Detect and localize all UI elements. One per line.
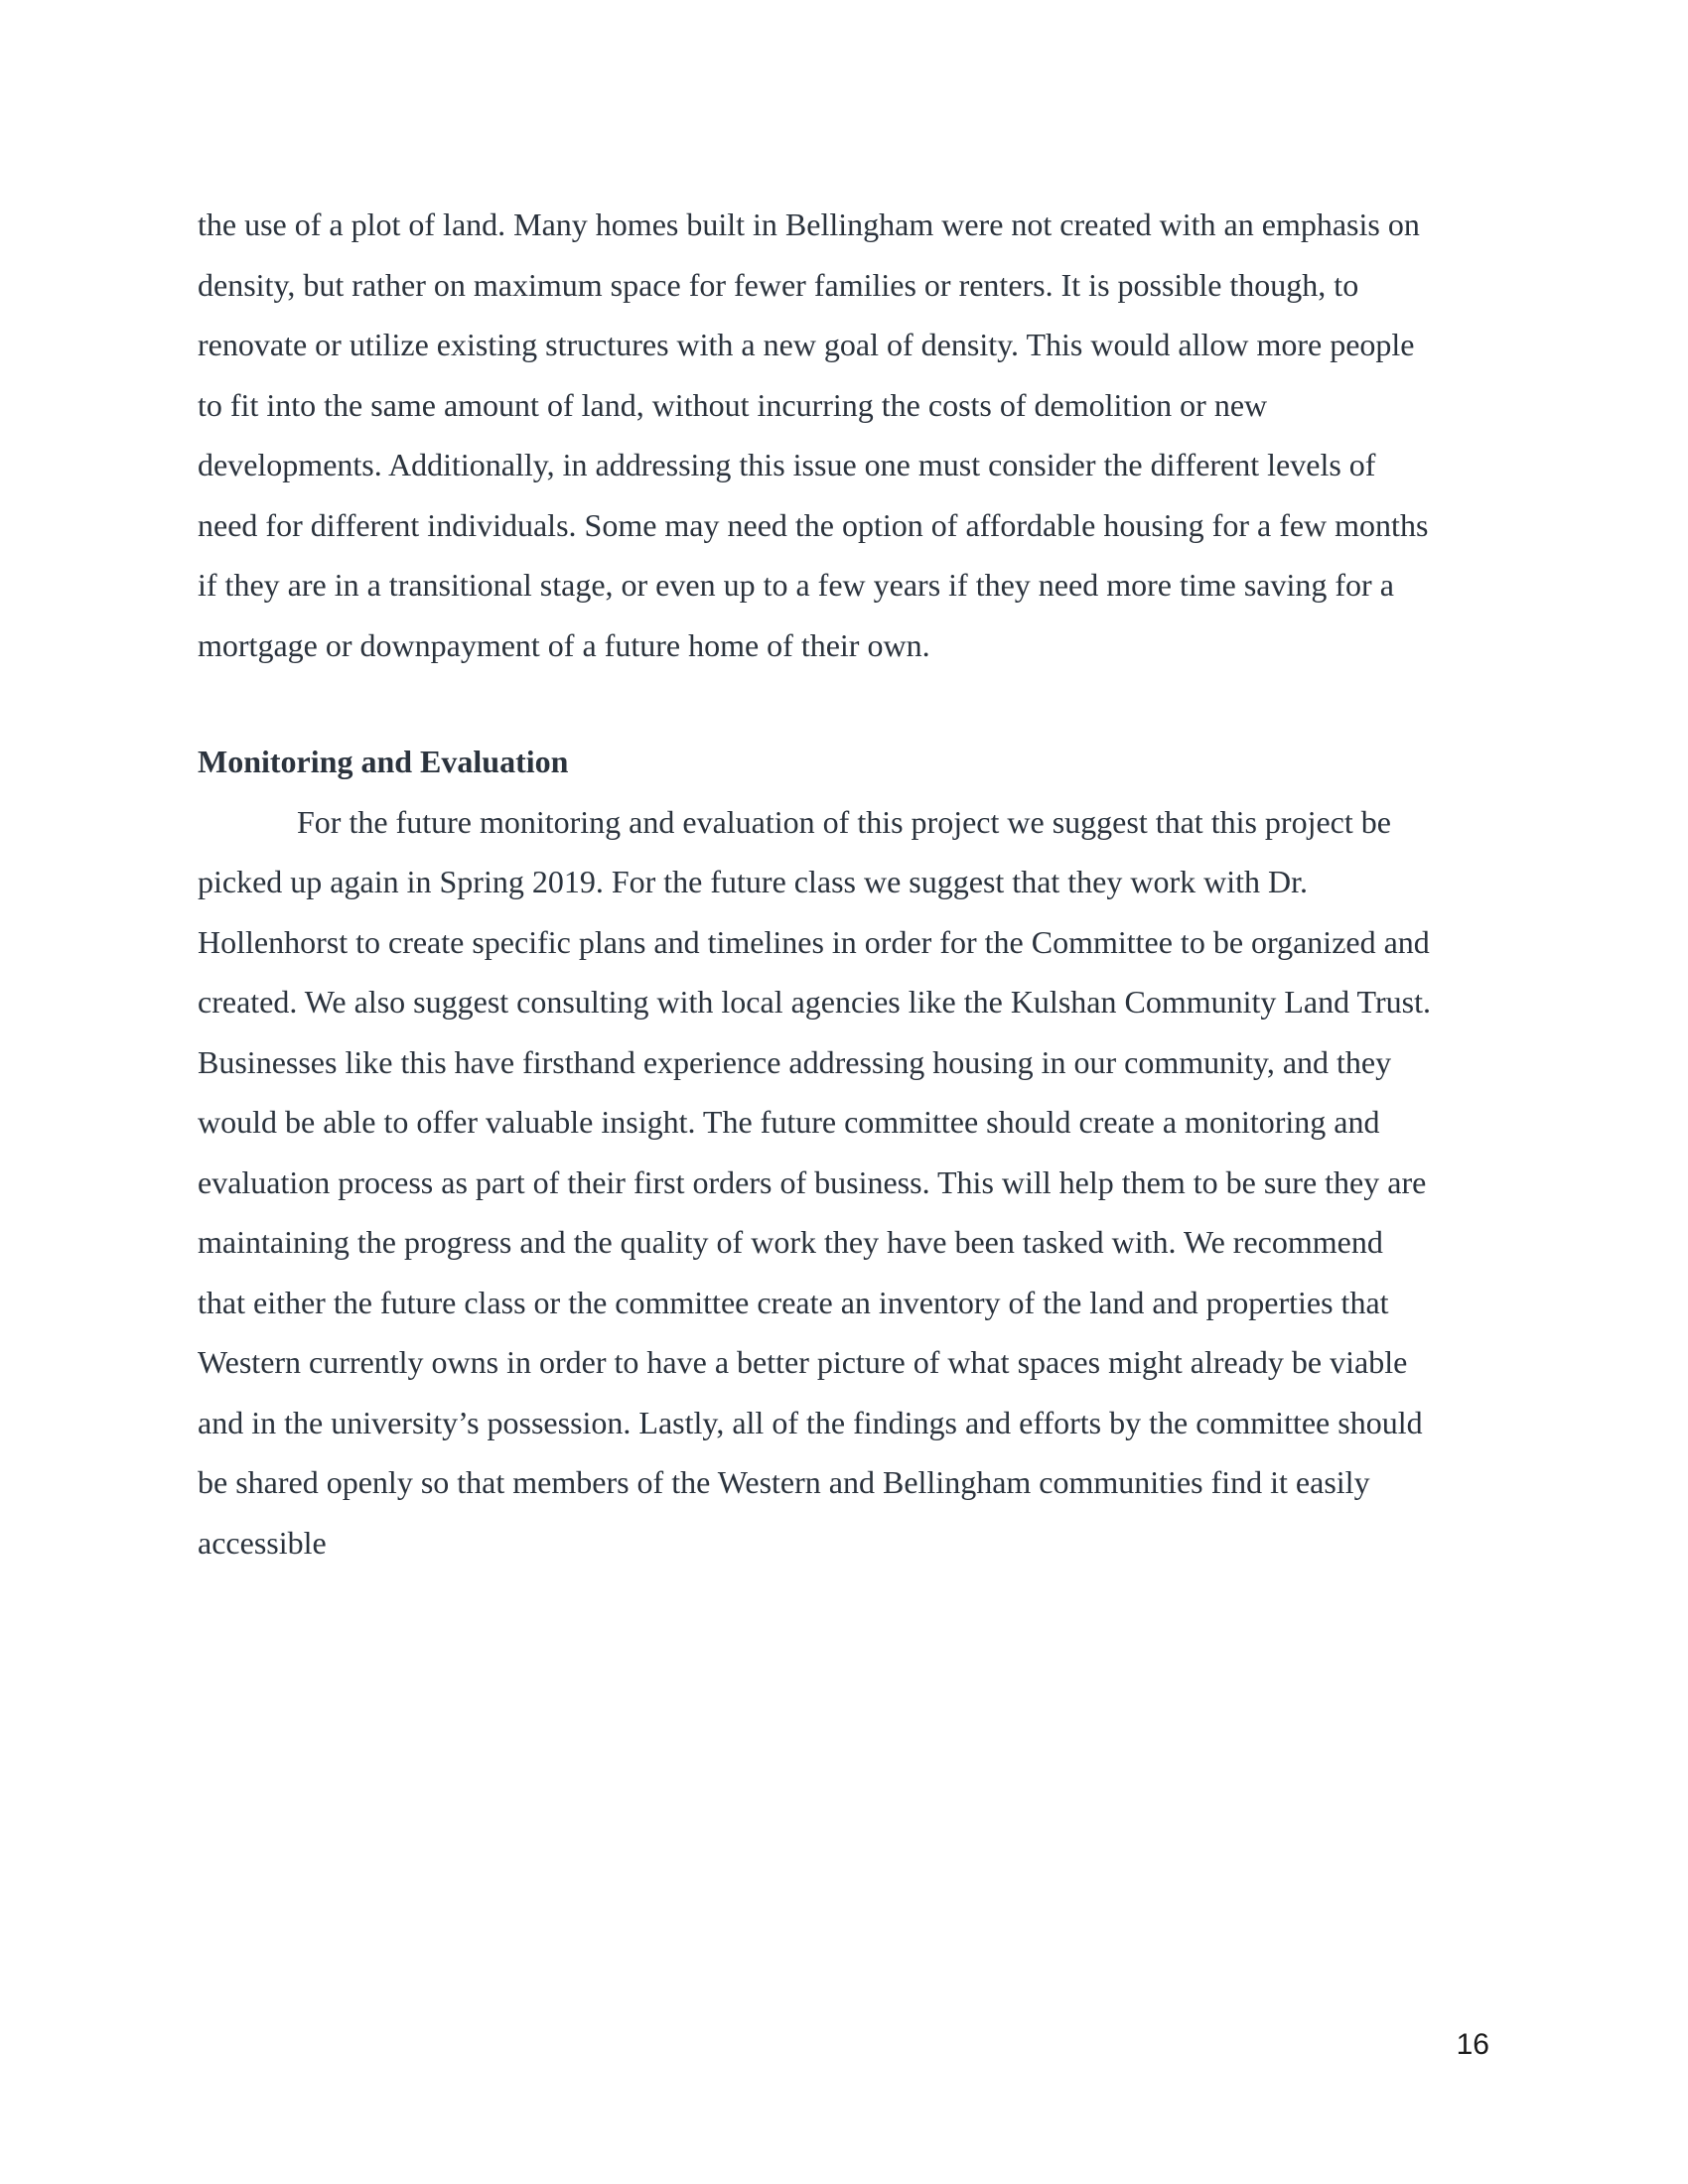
paragraph-line: maintaining the progress and the quality of work they have been tasked with. We recommend bbox=[198, 1224, 1383, 1260]
paragraph-line: Businesses like this have firsthand experience addressing housing in our community, and they bbox=[198, 1043, 1392, 1080]
paragraph-line: density, but rather on maximum space for fewer families or renters. It is possible though, to bbox=[198, 266, 1359, 303]
section-heading: Monitoring and Evaluation bbox=[198, 744, 569, 779]
paragraph-line: would be able to offer valuable insight. The future committee should create a monitoring and bbox=[198, 1104, 1380, 1140]
paragraph-line: created. We also suggest consulting with local agencies like the Kulshan Community Land Trust. bbox=[198, 984, 1431, 1020]
section-paragraph bbox=[198, 792, 1493, 1573]
paragraph-line: the use of a plot of land. Many homes built in Bellingham were not created with an emphasis on bbox=[198, 206, 1420, 242]
paragraph-spacer bbox=[198, 675, 1493, 732]
paragraph-line: to fit into the same amount of land, without incurring the costs of demolition or new bbox=[198, 386, 1268, 423]
page-content bbox=[198, 195, 1493, 1572]
paragraph-line: mortgage or downpayment of a future home of their own. bbox=[198, 626, 930, 663]
paragraph-line: Western currently owns in order to have a better picture of what spaces might already be viable bbox=[198, 1344, 1408, 1380]
paragraph-line: picked up again in Spring 2019. For the future class we suggest that they work with Dr. bbox=[198, 864, 1309, 899]
paragraph-line: be shared openly so that members of the Western and Bellingham communities find it easily bbox=[198, 1464, 1370, 1500]
paragraph-continued bbox=[198, 195, 1493, 675]
paragraph-line: Hollenhorst to create specific plans and timelines in order for the Committee to be organized and bbox=[198, 923, 1430, 960]
paragraph-line: that either the future class or the committee create an inventory of the land and properties that bbox=[198, 1284, 1389, 1320]
paragraph-line: developments. Additionally, in addressing this issue one must consider the different levels of bbox=[198, 447, 1376, 482]
paragraph-line: if they are in a transitional stage, or even up to a few years if they need more time saving for a bbox=[198, 567, 1394, 603]
paragraph-line: evaluation process as part of their first orders of business. This will help them to be sure they are bbox=[198, 1163, 1427, 1200]
paragraph-line: accessible bbox=[198, 1524, 327, 1561]
paragraph-line: renovate or utilize existing structures with a new goal of density. This would allow more people bbox=[198, 327, 1415, 362]
paragraph-line: For the future monitoring and evaluation of this project we suggest that this project be bbox=[297, 803, 1391, 840]
paragraph-line: and in the university’s possession. Lastly, all of the findings and efforts by the committee should bbox=[198, 1404, 1423, 1440]
page-number: 16 bbox=[1456, 2028, 1489, 2061]
paragraph-line: need for different individuals. Some may need the option of affordable housing for a few months bbox=[198, 506, 1429, 543]
